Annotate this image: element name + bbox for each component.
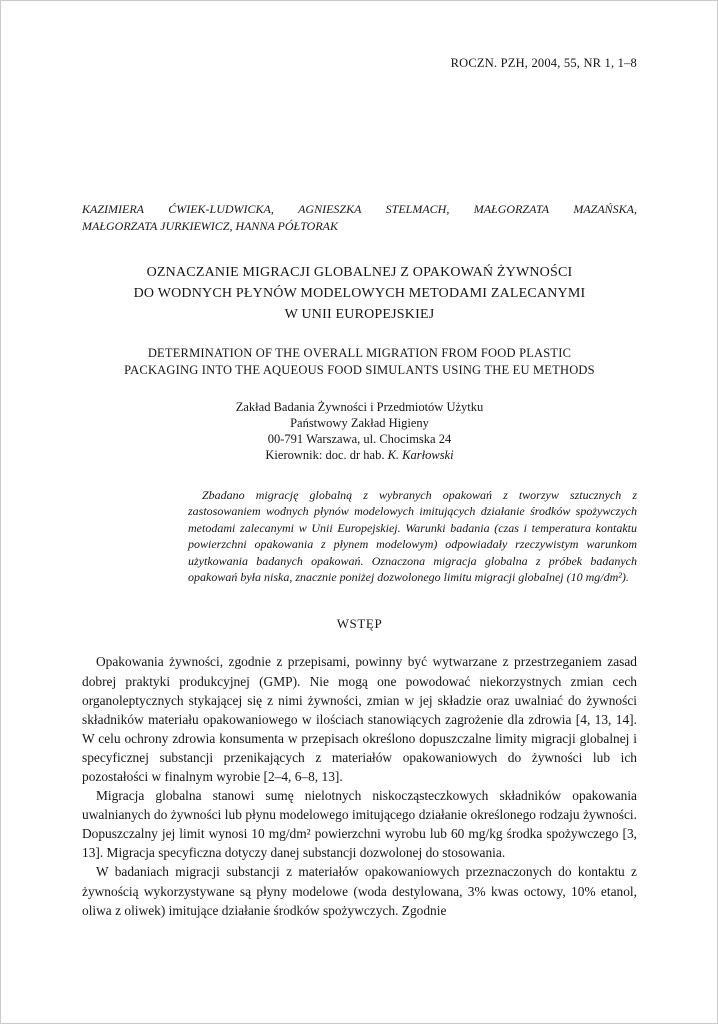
affiliation-head-label: Kierownik: doc. dr hab.	[265, 448, 388, 462]
body-paragraph-3: W badaniach migracji substancji z materiałów opakowaniowych przeznaczonych do kontaktu z żywnością wykorzystywane są płyny modelowe (woda destylowana, 3% kwas octowy, 10% etanol, oliwa z oliwek) imitujące działanie środków spożywczych. Zgodnie	[82, 864, 637, 918]
journal-reference: ROCZN. PZH, 2004, 55, NR 1, 1–8	[450, 56, 637, 70]
article-title-english	[82, 345, 637, 379]
title-pl-line-2: DO WODNYCH PŁYNÓW MODELOWYCH METODAMI ZALECANYMI	[133, 286, 586, 301]
affiliation-address: 00-791 Warszawa, ul. Chocimska 24	[267, 432, 452, 446]
affiliation-head-line	[82, 447, 637, 463]
authors-line-2: MAŁGORZATA JURKIEWICZ, HANNA PÓŁTORAK	[82, 219, 339, 233]
article-title-polish	[82, 262, 637, 325]
title-en-line-1: DETERMINATION OF THE OVERALL MIGRATION FROM FOOD PLASTIC	[147, 346, 572, 360]
title-en-line-2: PACKAGING INTO THE AQUEOUS FOOD SIMULANTS USING THE EU METHODS	[124, 363, 595, 377]
title-pl-line-1: OZNACZANIE MIGRACJI GLOBALNEJ Z OPAKOWAŃ ŻYWNOŚCI	[146, 265, 573, 280]
section-heading-wstep: WSTĘP	[336, 616, 383, 632]
body-paragraph-2: Migracja globalna stanowi sumę nielotnych niskocząsteczkowych składników opakowania uwalnianych do żywności lub płynu modelowego imitującego działanie określonego rodzaju żywności. Dopuszczalny jej limit wynosi 10 mg/dm² powierzchni wyrobu lub 60 mg/kg środka spożywczego [3, 13]. Migracja specyficzna dotyczy danej substancji dozwolonej do stosowania.	[82, 788, 637, 861]
authors-line-1: KAZIMIERA ĆWIEK-LUDWICKA, AGNIESZKA STELMACH, MAŁGORZATA MAZAŃSKA,	[82, 202, 637, 216]
body-paragraph-1: Opakowania żywności, zgodnie z przepisami, powinny być wytwarzane z przestrzeganiem zasad dobrej praktyki produkcyjnej (GMP). Nie mogą one powodować niekorzystnych zmian cech organoleptycznych stykającej się z nimi żywności, zmian w jej składzie oraz uwalniać do żywności składników materiału opakowaniowego w ilościach stanowiących zagrożenie dla zdrowia [4, 13, 14]. W celu ochrony zdrowia konsumenta w przepisach określono dopuszczalne limity migracji globalnej i specyficznej substancji przenikających z materiałów opakowaniowych do żywności lub ich pozostałości w finalnym wyrobie [2–4, 6–8, 13].	[82, 654, 637, 784]
body-text	[82, 652, 637, 919]
abstract: Zbadano migrację globalną z wybranych opakowań z tworzyw sztucznych z zastosowaniem wodnych płynów modelowych imitujących działanie środków spożywczych metodami zalecanymi w Unii Europejskiej. Warunki badania (czas i temperatura kontaktu powierzchni opakowania z płynem modelowym) odpowiadały rzeczywistym warunkom użytkowania badanych opakowań. Oznaczona migracja globalna z próbek badanych opakowań była niska, znacznie poniżej dozwolonego limitu migracji globalnej (10 mg/dm²).	[188, 488, 637, 585]
affiliation-block	[82, 399, 637, 463]
title-pl-line-3: W UNII EUROPEJSKIEJ	[284, 307, 435, 322]
affiliation-head-name: K. Karłowski	[387, 448, 454, 462]
authors-block	[82, 201, 637, 235]
affiliation-institute: Państwowy Zakład Higieny	[290, 416, 429, 430]
affiliation-department: Zakład Badania Żywności i Przedmiotów Użytku	[235, 400, 484, 414]
